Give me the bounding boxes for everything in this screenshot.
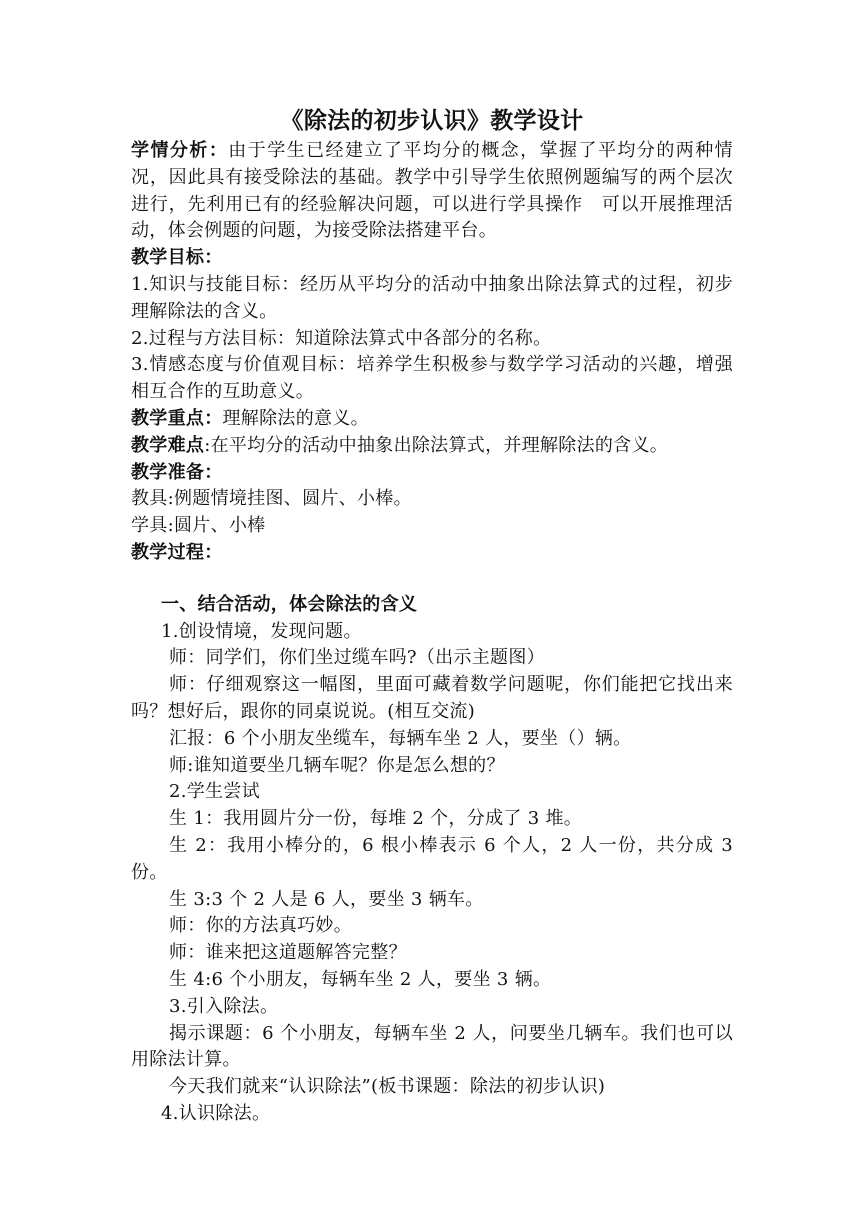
document-page: [131, 104, 733, 1128]
key-point-paragraph: [131, 406, 733, 433]
goal-item-3: 3.情感态度与价值观目标：培养学生积极参与数学学习活动的兴趣，增强相互合作的互助意义。: [131, 354, 733, 403]
key-point-label: 教学重点：: [131, 407, 223, 429]
preparation-label: 教学准备：: [131, 461, 223, 483]
difficulty-label: 教学难点: [131, 434, 205, 456]
document-title: 《除法的初步认识》教学设计: [280, 108, 584, 134]
step-1-heading: 1.创设情境，发现问题。: [161, 620, 362, 642]
process-paragraph: 生 2：我用小棒分的，6 根小棒表示 6 个人，2 人一份，共分成 3 份。: [131, 834, 733, 883]
goals-label: 教学目标：: [131, 247, 223, 269]
student-tools: 学具:圆片、小棒: [131, 515, 266, 537]
process-paragraph: 生 4:6 个小朋友，每辆车坐 2 人，要坐 3 辆。: [169, 968, 552, 990]
section-1-title: 一、结合活动，体会除法的含义: [161, 593, 418, 615]
analysis-paragraph: [131, 138, 733, 245]
process-paragraph: 汇报：6 个小朋友坐缆车，每辆车坐 2 人，要坐（）辆。: [169, 727, 632, 749]
process-paragraph: 师:谁知道要坐几辆车呢？你是怎么想的？: [169, 754, 505, 776]
process-paragraph: 生 1：我用圆片分一份，每堆 2 个，分成了 3 堆。: [169, 808, 583, 830]
analysis-label: 学情分析：: [131, 140, 229, 161]
process-label: 教学过程：: [131, 541, 223, 563]
process-paragraph: 揭示课题：6 个小朋友，每辆车坐 2 人，问要坐几辆车。我们也可以用除法计算。: [131, 1022, 733, 1071]
difficulty-paragraph: [131, 433, 733, 460]
goal-item-1: 1.知识与技能目标：经历从平均分的活动中抽象出除法算式的过程，初步理解除法的含义。: [131, 273, 733, 322]
process-paragraph: 师：你的方法真巧妙。: [169, 915, 352, 937]
teacher-tools: 教具:例题情境挂图、圆片、小棒。: [131, 488, 412, 510]
goal-item-2: 2.过程与方法目标：知道除法算式中各部分的名称。: [131, 327, 552, 349]
process-paragraph: 师：同学们，你们坐过缆车吗?（出示主题图）: [169, 647, 545, 669]
key-point-text: 理解除法的意义。: [222, 407, 369, 429]
process-paragraph: 师：谁来把这道题解答完整？: [169, 942, 407, 964]
step-2-heading: 2.学生尝试: [169, 781, 260, 803]
blank-line: [131, 567, 733, 592]
step-3-heading: 3.引入除法。: [169, 995, 279, 1017]
difficulty-text: :在平均分的活动中抽象出除法算式，并理解除法的含义。: [204, 434, 669, 456]
step-4-heading: 4.认识除法。: [161, 1102, 271, 1124]
process-paragraph: 生 3:3 个 2 人是 6 人，要坐 3 辆车。: [169, 888, 484, 910]
process-paragraph: 今天我们就来“认识除法”(板书课题：除法的初步认识): [169, 1076, 606, 1098]
analysis-text: 由于学生已经建立了平均分的概念，掌握了平均分的两种情况，因此具有接受除法的基础。教学中引导学生依照例题编写的两个层次进行，先利用已有的经验解决问题，可以进行学具操作 可以开展推理活动，体会例题的问题，为接受除法搭建平台。: [131, 140, 733, 242]
process-paragraph: 师：仔细观察这一幅图，里面可藏着数学问题呢，你们能把它找出来吗？想好后，跟你的同桌说说。(相互交流): [131, 674, 733, 722]
